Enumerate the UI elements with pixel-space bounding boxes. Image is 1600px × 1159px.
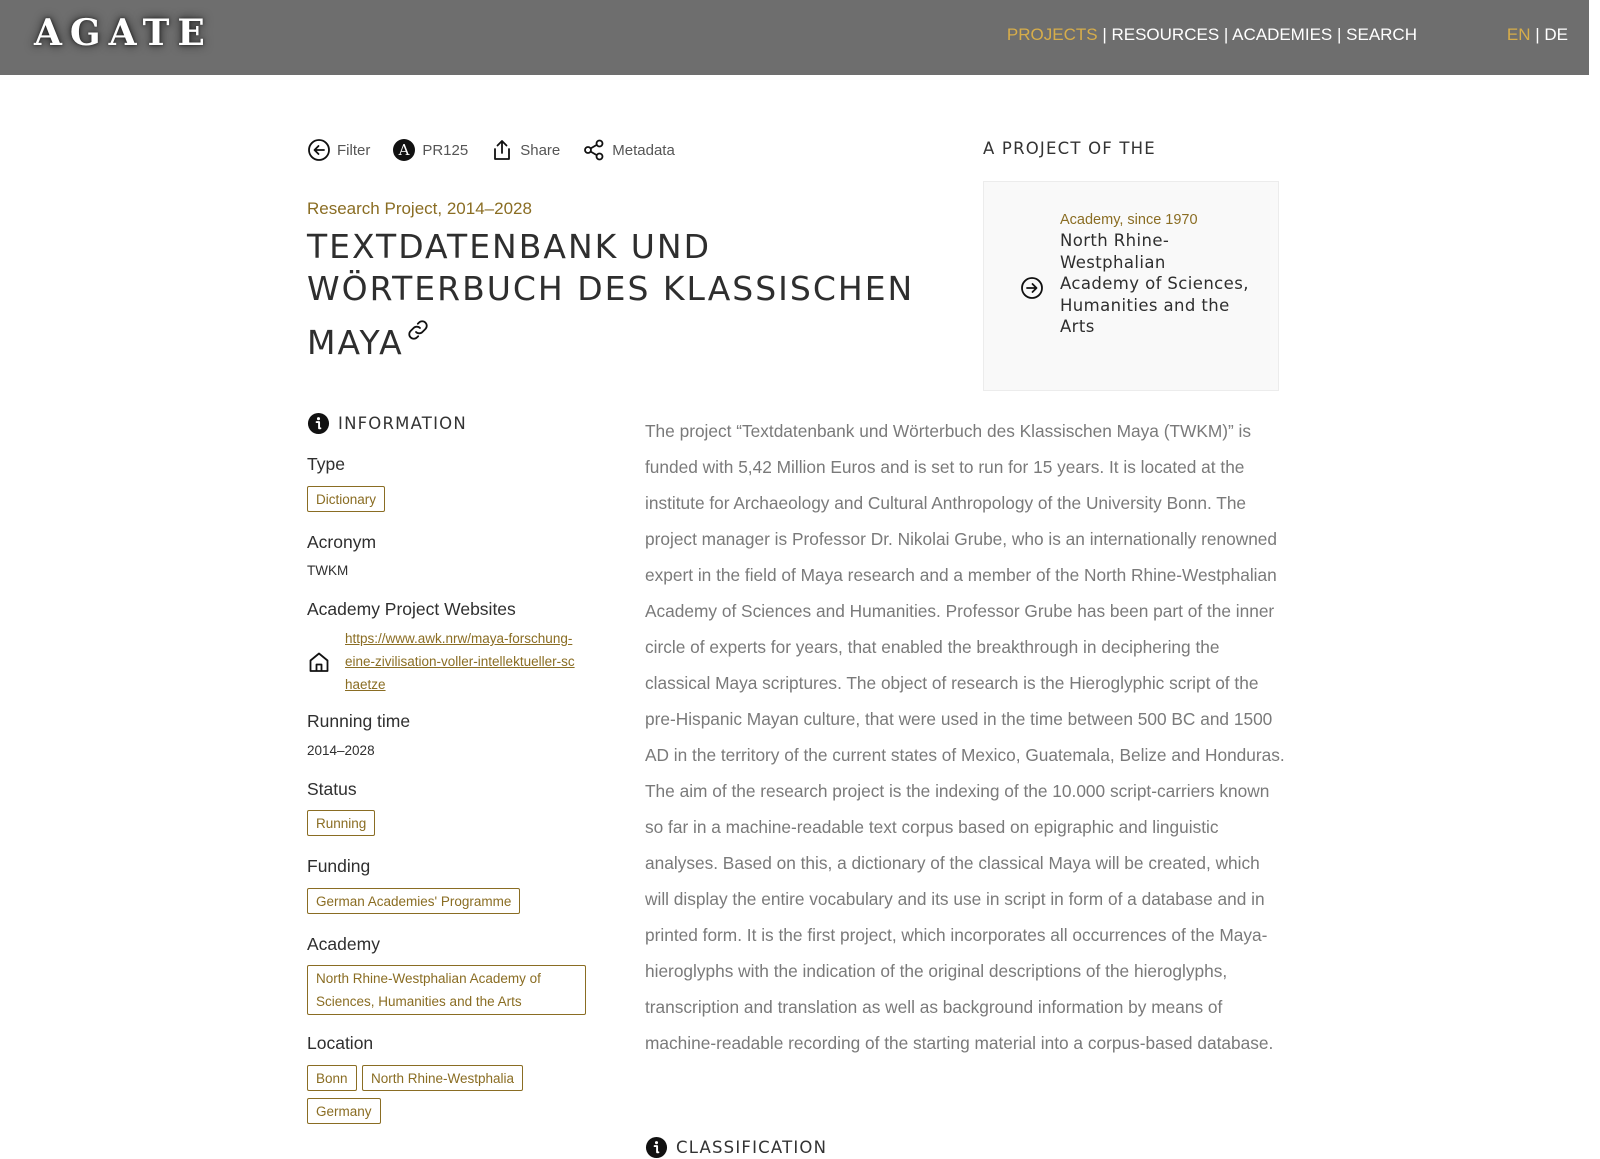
classification-heading-label: CLASSIFICATION: [676, 1138, 828, 1157]
type-tag[interactable]: Dictionary: [307, 486, 385, 512]
running-time-label: Running time: [307, 711, 411, 731]
info-icon: [645, 1136, 668, 1159]
acronym-label: Acronym: [307, 532, 377, 552]
project-toolbar: [307, 138, 697, 162]
academy-label: Academy: [307, 934, 380, 954]
type-label: Type: [307, 454, 345, 474]
nav-separator: |: [1223, 25, 1229, 44]
metadata-button[interactable]: [582, 138, 675, 162]
funding-label: Funding: [307, 856, 371, 876]
project-kicker: Research Project, 2014–2028: [307, 199, 532, 218]
share-button[interactable]: [490, 138, 560, 162]
permalink-icon[interactable]: [406, 310, 430, 352]
academy-meta: Academy, since 1970: [1060, 212, 1198, 228]
main-nav: [1007, 25, 1417, 45]
agate-id-icon: [392, 138, 416, 162]
project-id-label: PR125: [422, 141, 469, 159]
lang-de[interactable]: DE: [1544, 25, 1568, 44]
filter-button[interactable]: [307, 138, 370, 162]
page-title-text: TEXTDATENBANK UND WÖRTERBUCH DES KLASSISCHEN MAYA: [307, 227, 915, 362]
share-label: Share: [520, 141, 561, 159]
running-time-value: 2014–2028: [307, 743, 375, 758]
nav-resources[interactable]: RESOURCES: [1111, 25, 1220, 44]
site-logo[interactable]: AGATE: [34, 12, 213, 54]
graph-nodes-icon: [582, 138, 606, 162]
location-tag-bonn[interactable]: Bonn: [307, 1065, 357, 1091]
information-heading: [307, 412, 467, 435]
page-title: [307, 226, 947, 364]
location-tag-germany[interactable]: Germany: [307, 1098, 381, 1124]
website-link[interactable]: https://www.awk.nrw/maya-forschung-eine-zivilisation-voller-intellektueller-schaetze: [345, 631, 575, 692]
academy-name: North Rhine-Westphalian Academy of Sciences, Humanities and the Arts: [1060, 231, 1249, 336]
nav-separator: |: [1102, 25, 1107, 44]
location-label: Location: [307, 1033, 374, 1053]
funding-tag[interactable]: German Academies' Programme: [307, 888, 520, 914]
information-heading-label: INFORMATION: [338, 414, 467, 433]
site-header: [0, 0, 1589, 75]
nav-academies[interactable]: ACADEMIES: [1232, 25, 1333, 44]
location-tag-nrw[interactable]: North Rhine-Westphalia: [362, 1065, 523, 1091]
academy-card[interactable]: [983, 181, 1279, 391]
website-entry: [307, 627, 579, 696]
aside-heading: A PROJECT OF THE: [983, 139, 1156, 158]
lang-en[interactable]: EN: [1506, 25, 1531, 44]
arrow-left-circle-icon: [307, 138, 331, 162]
home-icon: [307, 650, 331, 674]
share-icon: [490, 138, 514, 162]
academy-tag[interactable]: North Rhine-Westphalian Academy of Sciences, Humanities and the Arts: [307, 965, 586, 1015]
status-tag[interactable]: Running: [307, 810, 375, 836]
classification-heading: [645, 1136, 827, 1159]
arrow-right-circle-icon: [1020, 276, 1044, 300]
filter-label: Filter: [337, 141, 371, 159]
lang-separator: |: [1535, 25, 1540, 44]
info-icon: [307, 412, 330, 435]
language-switcher: [1507, 25, 1568, 45]
nav-search[interactable]: SEARCH: [1346, 25, 1417, 44]
project-description: The project “Textdatenbank und Wörterbuch des Klassischen Maya (TWKM)” is funded with 5,42 Million Euros and is set to run for 15 years. It is located at the institute for Archaeology and Cultural Anthropology of the University Bonn. The project manager is Professor Dr. Nikolai Grube, who is an internationally renowned expert in the field of Maya research and a member of the North Rhine-Westphalian Academy of Sciences and Humanities. Professor Grube has been part of the inner circle of experts for years, that enabled the breakthrough in deciphering the classical Maya scriptures. The object of research is the Hieroglyphic script of the pre-Hispanic Mayan culture, that were used in the time between 500 BC and 1500 AD in the territory of the current states of Mexico, Guatemala, Belize and Honduras. The aim of the research project is the indexing of the 10.000 script-carriers known so far in a machine-readable text corpus based on epigraphic and linguistic analyses. Based on this, a dictionary of the classical Maya will be created, which will display the entire vocabulary and its use in script in form of a database and in printed form. It is the first project, which incorporates all occurrences of the Maya-hieroglyphs with the indication of the original descriptions of the hieroglyphs, transcription and translation as well as background information by means of machine-readable recording of the starting material into a corpus-based database.: [645, 421, 1285, 1053]
project-id-button[interactable]: [392, 138, 468, 162]
nav-separator: |: [1336, 25, 1342, 44]
id-icon-glyph: A: [398, 141, 410, 159]
nav-projects[interactable]: PROJECTS: [1006, 25, 1098, 44]
acronym-value: TWKM: [307, 563, 349, 578]
metadata-label: Metadata: [612, 141, 675, 159]
status-label: Status: [307, 779, 357, 799]
websites-label: Academy Project Websites: [307, 599, 516, 619]
